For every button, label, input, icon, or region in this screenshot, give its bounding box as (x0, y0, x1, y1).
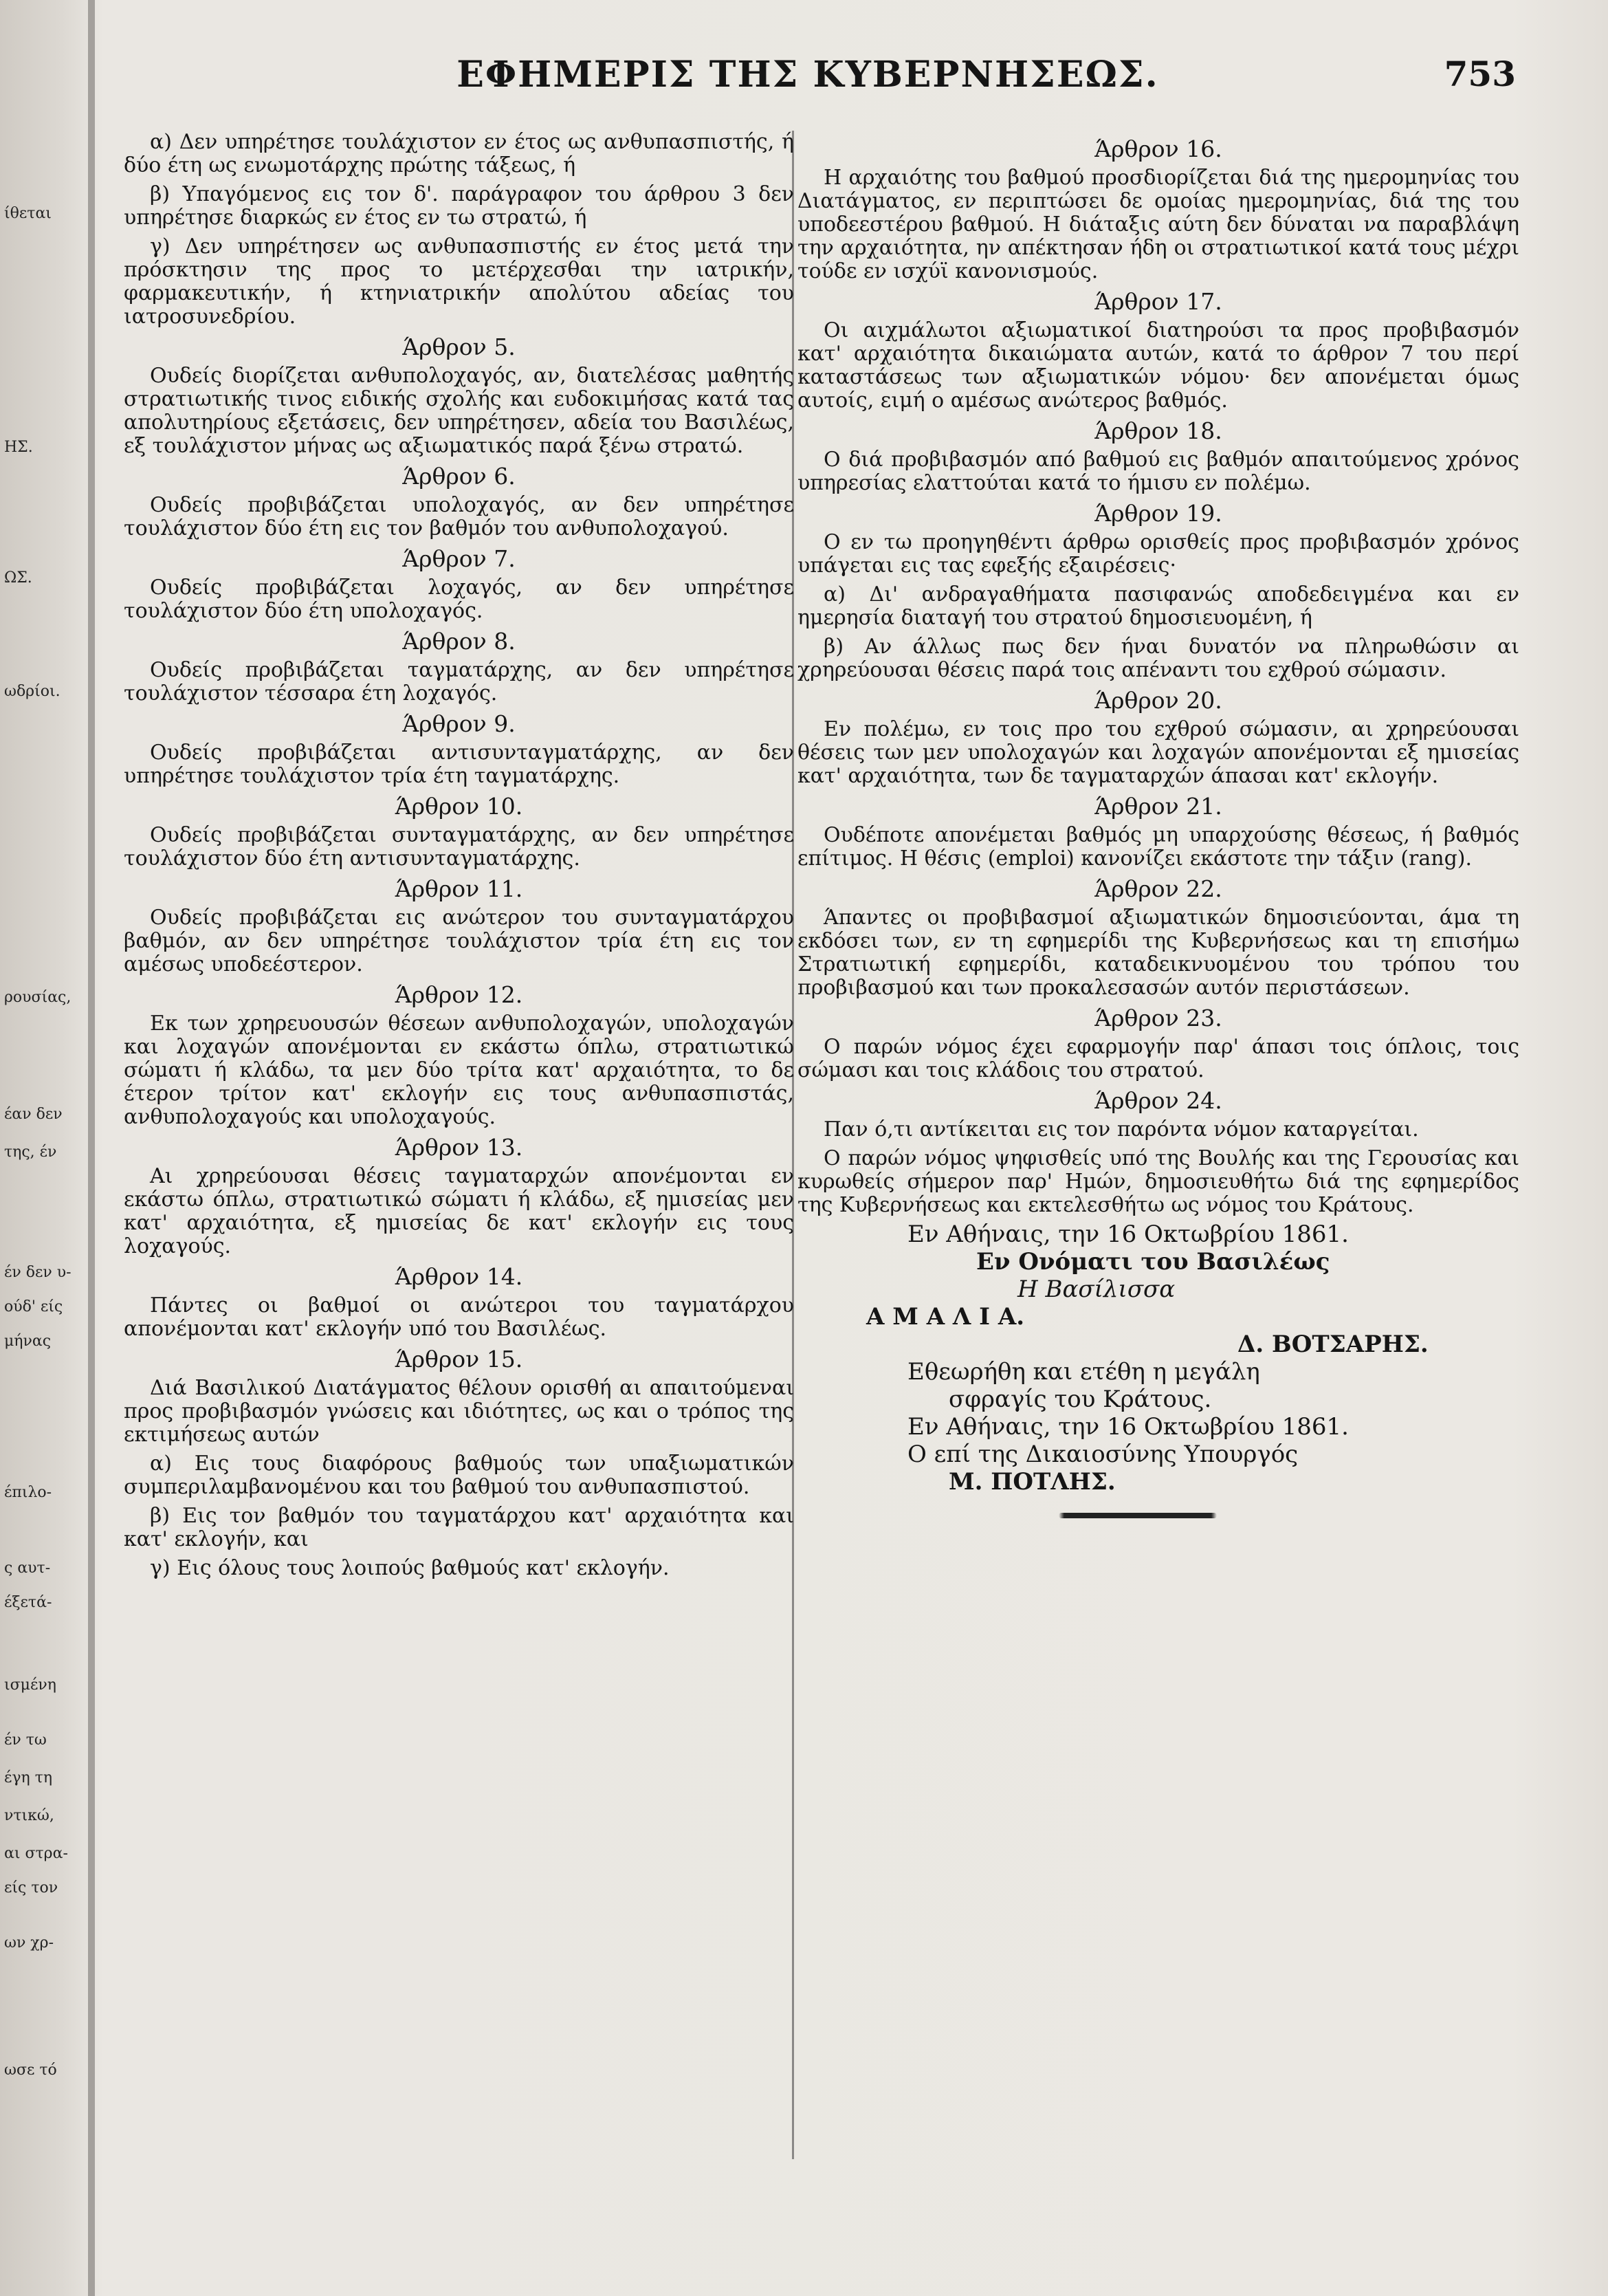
signature-line: Εν Αθήναις, την 16 Οκτωβρίου 1861. (907, 1221, 1349, 1248)
paragraph: Ουδείς προβιβάζεται συνταγματάρχης, αν δεν υπηρέτησε τουλάχιστον δύο έτη αντισυνταγματάρχης. (124, 823, 794, 871)
paragraph: Η αρχαιότης του βαθμού προσδιορίζεται διά της ημερομηνίας του Διατάγματος, εν περιπτώσει δε ομοίας ημερομηνίας, διά της του υποδεεστέρου βαθμού. Η διάταξις αύτη δεν δύναται να παραβλάψη την αρχαιότητα, ην απέκτησαν ήδη οι στρατιωτικοί κατά τους μέχρι τούδε εν ισχύϊ κανονισμούς. (797, 166, 1519, 283)
margin-text-fragment: ωδρίοι. (4, 683, 60, 700)
right-column (797, 131, 1519, 1518)
paragraph: β) Εις τον βαθμόν του ταγματάρχου κατ' αρχαιότητα και κατ' εκλογήν, και (124, 1504, 794, 1551)
article-heading: Άρθρον 19. (1094, 500, 1222, 527)
margin-text-fragment: ς αυτ- (4, 1560, 51, 1577)
newspaper-title: ΕΦΗΜΕΡΙΣ ΤΗΣ ΚΥΒΕΡΝΗΣΕΩΣ. (456, 54, 1159, 96)
margin-text-fragment: ΩΣ. (4, 569, 32, 587)
margin-text-fragment: μήνας (4, 1333, 52, 1350)
margin-text-fragment: είς τον (4, 1879, 58, 1896)
signature-line: Η Βασίλισσα (1017, 1276, 1176, 1303)
page-header (100, 54, 1516, 102)
paragraph: Ουδείς προβιβάζεται λοχαγός, αν δεν υπηρέτησε τουλάχιστον δύο έτη υπολοχαγός. (124, 576, 794, 623)
signature-line: Εθεωρήθη και ετέθη η μεγάλη (907, 1358, 1260, 1386)
paragraph: Ουδείς προβιβάζεται υπολοχαγός, αν δεν υπηρέτησε τουλάχιστον δύο έτη εις τον βαθμόν του ανθυπολοχαγού. (124, 493, 794, 540)
margin-text-fragment: έγη τη (4, 1769, 53, 1786)
paragraph: α) Εις τους διαφόρους βαθμούς των υπαξιωματικών συμπεριλαμβανομένου και του βαθμού του ανθυπασπιστού. (124, 1452, 794, 1499)
article-heading: Άρθρον 20. (1094, 687, 1222, 714)
margin-text-fragment: αι στρα- (4, 1845, 68, 1862)
margin-text-fragment: της, έν (4, 1144, 57, 1161)
article-heading: Άρθρον 10. (395, 793, 523, 820)
article-heading: Άρθρον 22. (1094, 875, 1222, 902)
margin-text-fragment: ισμένη (4, 1676, 56, 1694)
left-column (124, 131, 794, 1586)
left-margin-strip (0, 0, 88, 2296)
paragraph: Ο παρών νόμος ψηφισθείς υπό της Βουλής και της Γερουσίας και κυρωθείς σήμερον παρ' Ημών, δημοσιευθήτω διά της εφημερίδος της Κυβερνήσεως και εκτελεσθήτω ως νόμος του Κράτους. (797, 1146, 1519, 1217)
signature-line: Ο επί της Δικαιοσύνης Υπουργός (907, 1441, 1299, 1468)
margin-text-fragment: έξετά- (4, 1594, 52, 1611)
article-heading: Άρθρον 16. (1094, 135, 1222, 162)
margin-text-fragment: ντικώ, (4, 1807, 54, 1824)
paragraph: Εν πολέμω, εν τοις προ του εχθρού σώμασιν, αι χρηρεύουσαι θέσεις των μεν υπολοχαγών και λοχαγών απονέμονται εξ ημισείας κατ' αρχαιότητα, των δε ταγματαρχών άπασαι κατ' εκλογήν. (797, 717, 1519, 788)
margin-text-fragment: έν δεν υ- (4, 1264, 71, 1281)
paragraph: Ο εν τω προηγηθέντι άρθρω ορισθείς προς προβιβασμόν χρόνος υπάγεται εις τας εφεξής εξαιρέσεις· (797, 530, 1519, 578)
margin-text-fragment: ωσε τό (4, 2062, 57, 2079)
paragraph: γ) Δεν υπηρέτησεν ως ανθυπασπιστής εν έτος μετά την πρόσκτησιν της προς το μετέρχεσθαι την ιατρικήν, φαρμακευτικήν, ή κτηνιατρικήν απολύτου αδείας του ιατροσυνεδρίου. (124, 234, 794, 329)
signature-line: Δ. ΒΟΤΣΑΡΗΣ. (1237, 1331, 1429, 1358)
paragraph: Οι αιχμάλωτοι αξιωματικοί διατηρούσι τα προς προβιβασμόν κατ' αρχαιότητα δικαιώματα αυτών, κατά το άρθρον 7 του περί καταστάσεως των αξιωματικών νόμου· δεν απονέμεται όμως αυτοίς, ειμή ο αμέσως ανώτερος βαθμός. (797, 318, 1519, 413)
paragraph: Ουδείς διορίζεται ανθυπολοχαγός, αν, διατελέσας μαθητής στρατιωτικής τινος ειδικής σχολής και ευδοκιμήσας κατά τας απολυτηρίους εξετάσεις, δεν υπηρέτησεν, αδεία του Βασιλέως, εξ τουλάχιστον μήνας ως αξιωματικός παρά ξένω στρατώ. (124, 364, 794, 458)
paragraph: α) Δι' ανδραγαθήματα πασιφανώς αποδεδειγμένα και εν ημερησία διαταγή του στρατού δημοσιευομένη, ή (797, 582, 1519, 630)
article-heading: Άρθρον 7. (402, 545, 516, 572)
article-heading: Άρθρον 23. (1094, 1005, 1222, 1031)
article-heading: Άρθρον 9. (402, 710, 516, 737)
margin-text-fragment: ΗΣ. (4, 439, 33, 456)
signature-line: Μ. ΠΟΤΛΗΣ. (949, 1468, 1116, 1496)
article-heading: Άρθρον 17. (1094, 288, 1222, 315)
paragraph: β) Υπαγόμενος εις τον δ'. παράγραφον του άρθρου 3 δεν υπηρέτησε διαρκώς εν έτος εν τω στρατώ, ή (124, 182, 794, 230)
paragraph: Ο παρών νόμος έχει εφαρμογήν παρ' άπασι τοις όπλοις, τοις σώμασι και τοις κλάδοις του στρατού. (797, 1035, 1519, 1082)
paragraph: γ) Εις όλους τους λοιπούς βαθμούς κατ' εκλογήν. (150, 1556, 670, 1580)
article-heading: Άρθρον 6. (402, 463, 516, 490)
article-heading: Άρθρον 8. (402, 628, 516, 655)
paragraph: Ουδείς προβιβάζεται αντισυνταγματάρχης, αν δεν υπηρέτησε τουλάχιστον τρία έτη ταγματάρχης. (124, 741, 794, 788)
paragraph: Ο διά προβιβασμόν από βαθμού εις βαθμόν απαιτούμενος χρόνος υπηρεσίας ελαττούται κατά το ήμισυ εν πολέμω. (797, 448, 1519, 495)
paragraph: Διά Βασιλικού Διατάγματος θέλουν ορισθή αι απαιτούμεναι προς προβιβασμόν γνώσεις και ιδιότητες, ως και ο τρόπος της εκτιμήσεως αυτών (124, 1376, 794, 1447)
article-heading: Άρθρον 11. (395, 875, 523, 902)
signature-line: σφραγίς του Κράτους. (949, 1386, 1212, 1413)
page-number: 753 (1444, 54, 1516, 94)
margin-text-fragment: ούδ' είς (4, 1298, 63, 1315)
paragraph: Αι χρηρεύουσαι θέσεις ταγματαρχών απονέμονται εν εκάστω όπλω, στρατιωτικώ σώματι ή κλάδω, εξ ημισείας μεν κατ' αρχαιότητα, εξ ημισείας δε κατ' εκλογήν εις τους λοχαγούς. (124, 1164, 794, 1258)
paragraph: Ουδείς προβιβάζεται εις ανώτερον του συνταγματάρχου βαθμόν, αν δεν υπηρέτησε τουλάχιστον τρία έτη εις τον αμέσως υποδεέστερον. (124, 906, 794, 976)
page-fold-shadow (88, 0, 95, 2296)
article-heading: Άρθρον 14. (395, 1263, 523, 1290)
paragraph: β) Αν άλλως πως δεν ήναι δυνατόν να πληρωθώσιν αι χρηρεύουσαι θέσεις παρά τοις απέναντι του εχθρού σώμασιν. (797, 635, 1519, 682)
paragraph: Άπαντες οι προβιβασμοί αξιωματικών δημοσιεύονται, άμα τη εκδόσει των, εν τη εφημερίδι της Κυβερνήσεως και τη επισήμω Στρατιωτική εφημερίδι, καταδεικνυομένου του τρόπου του προβιβασμού και των προκαλεσασών αυτόν περιστάσεων. (797, 906, 1519, 1000)
signature-line: Εν Αθήναις, την 16 Οκτωβρίου 1861. (907, 1413, 1349, 1441)
article-heading: Άρθρον 21. (1094, 793, 1222, 820)
margin-text-fragment: ων χρ- (4, 1934, 54, 1951)
margin-text-fragment: έν τω (4, 1731, 47, 1749)
margin-text-fragment: έπιλο- (4, 1484, 52, 1501)
article-heading: Άρθρον 24. (1094, 1087, 1222, 1114)
paragraph: Ουδείς προβιβάζεται ταγματάρχης, αν δεν υπηρέτησε τουλάχιστον τέσσαρα έτη λοχαγός. (124, 658, 794, 706)
signature-line: Εν Ονόματι του Βασιλέως (976, 1248, 1330, 1276)
paragraph: Παν ό,τι αντίκειται εις τον παρόντα νόμον καταργείται. (824, 1117, 1419, 1141)
margin-text-fragment: ίθεται (4, 205, 52, 222)
article-heading: Άρθρον 18. (1094, 417, 1222, 444)
paragraph: α) Δεν υπηρέτησε τουλάχιστον εν έτος ως ανθυπασπιστής, ή δύο έτη ως ενωμοτάρχης πρώτης τάξεως, ή (124, 130, 794, 177)
margin-text-fragment: ρουσίας, (4, 989, 71, 1006)
paragraph: Εκ των χρηρευουσών θέσεων ανθυπολοχαγών, υπολοχαγών και λοχαγών απονέμονται εν εκάστω όπλω, στρατιωτικώ σώματι ή κλάδω, τα μεν δύο τρίτα κατ' αρχαιότητα, το δε έτερον τρίτον κατ' εκλογήν εις τους ανθυπασπιστάς, ανθυπολοχαγούς και υπολοχαγούς. (124, 1012, 794, 1129)
paragraph: Ουδέποτε απονέμεται βαθμός μη υπαρχούσης θέσεως, ή βαθμός επίτιμος. Η θέσις (emploi) κανονίζει εκάστοτε την τάξιν (rang). (797, 823, 1519, 871)
margin-text-fragment: έαν δεν (4, 1106, 63, 1123)
article-heading: Άρθρον 15. (395, 1346, 523, 1373)
signature-line: Α Μ Α Λ Ι Α. (866, 1303, 1025, 1331)
end-ornament-rule (1059, 1513, 1217, 1518)
paragraph: Πάντες οι βαθμοί οι ανώτεροι του ταγματάρχου απονέμονται κατ' εκλογήν υπό του Βασιλέως. (124, 1293, 794, 1341)
article-heading: Άρθρον 12. (395, 981, 523, 1008)
article-heading: Άρθρον 13. (395, 1134, 523, 1161)
article-heading: Άρθρον 5. (402, 334, 516, 360)
